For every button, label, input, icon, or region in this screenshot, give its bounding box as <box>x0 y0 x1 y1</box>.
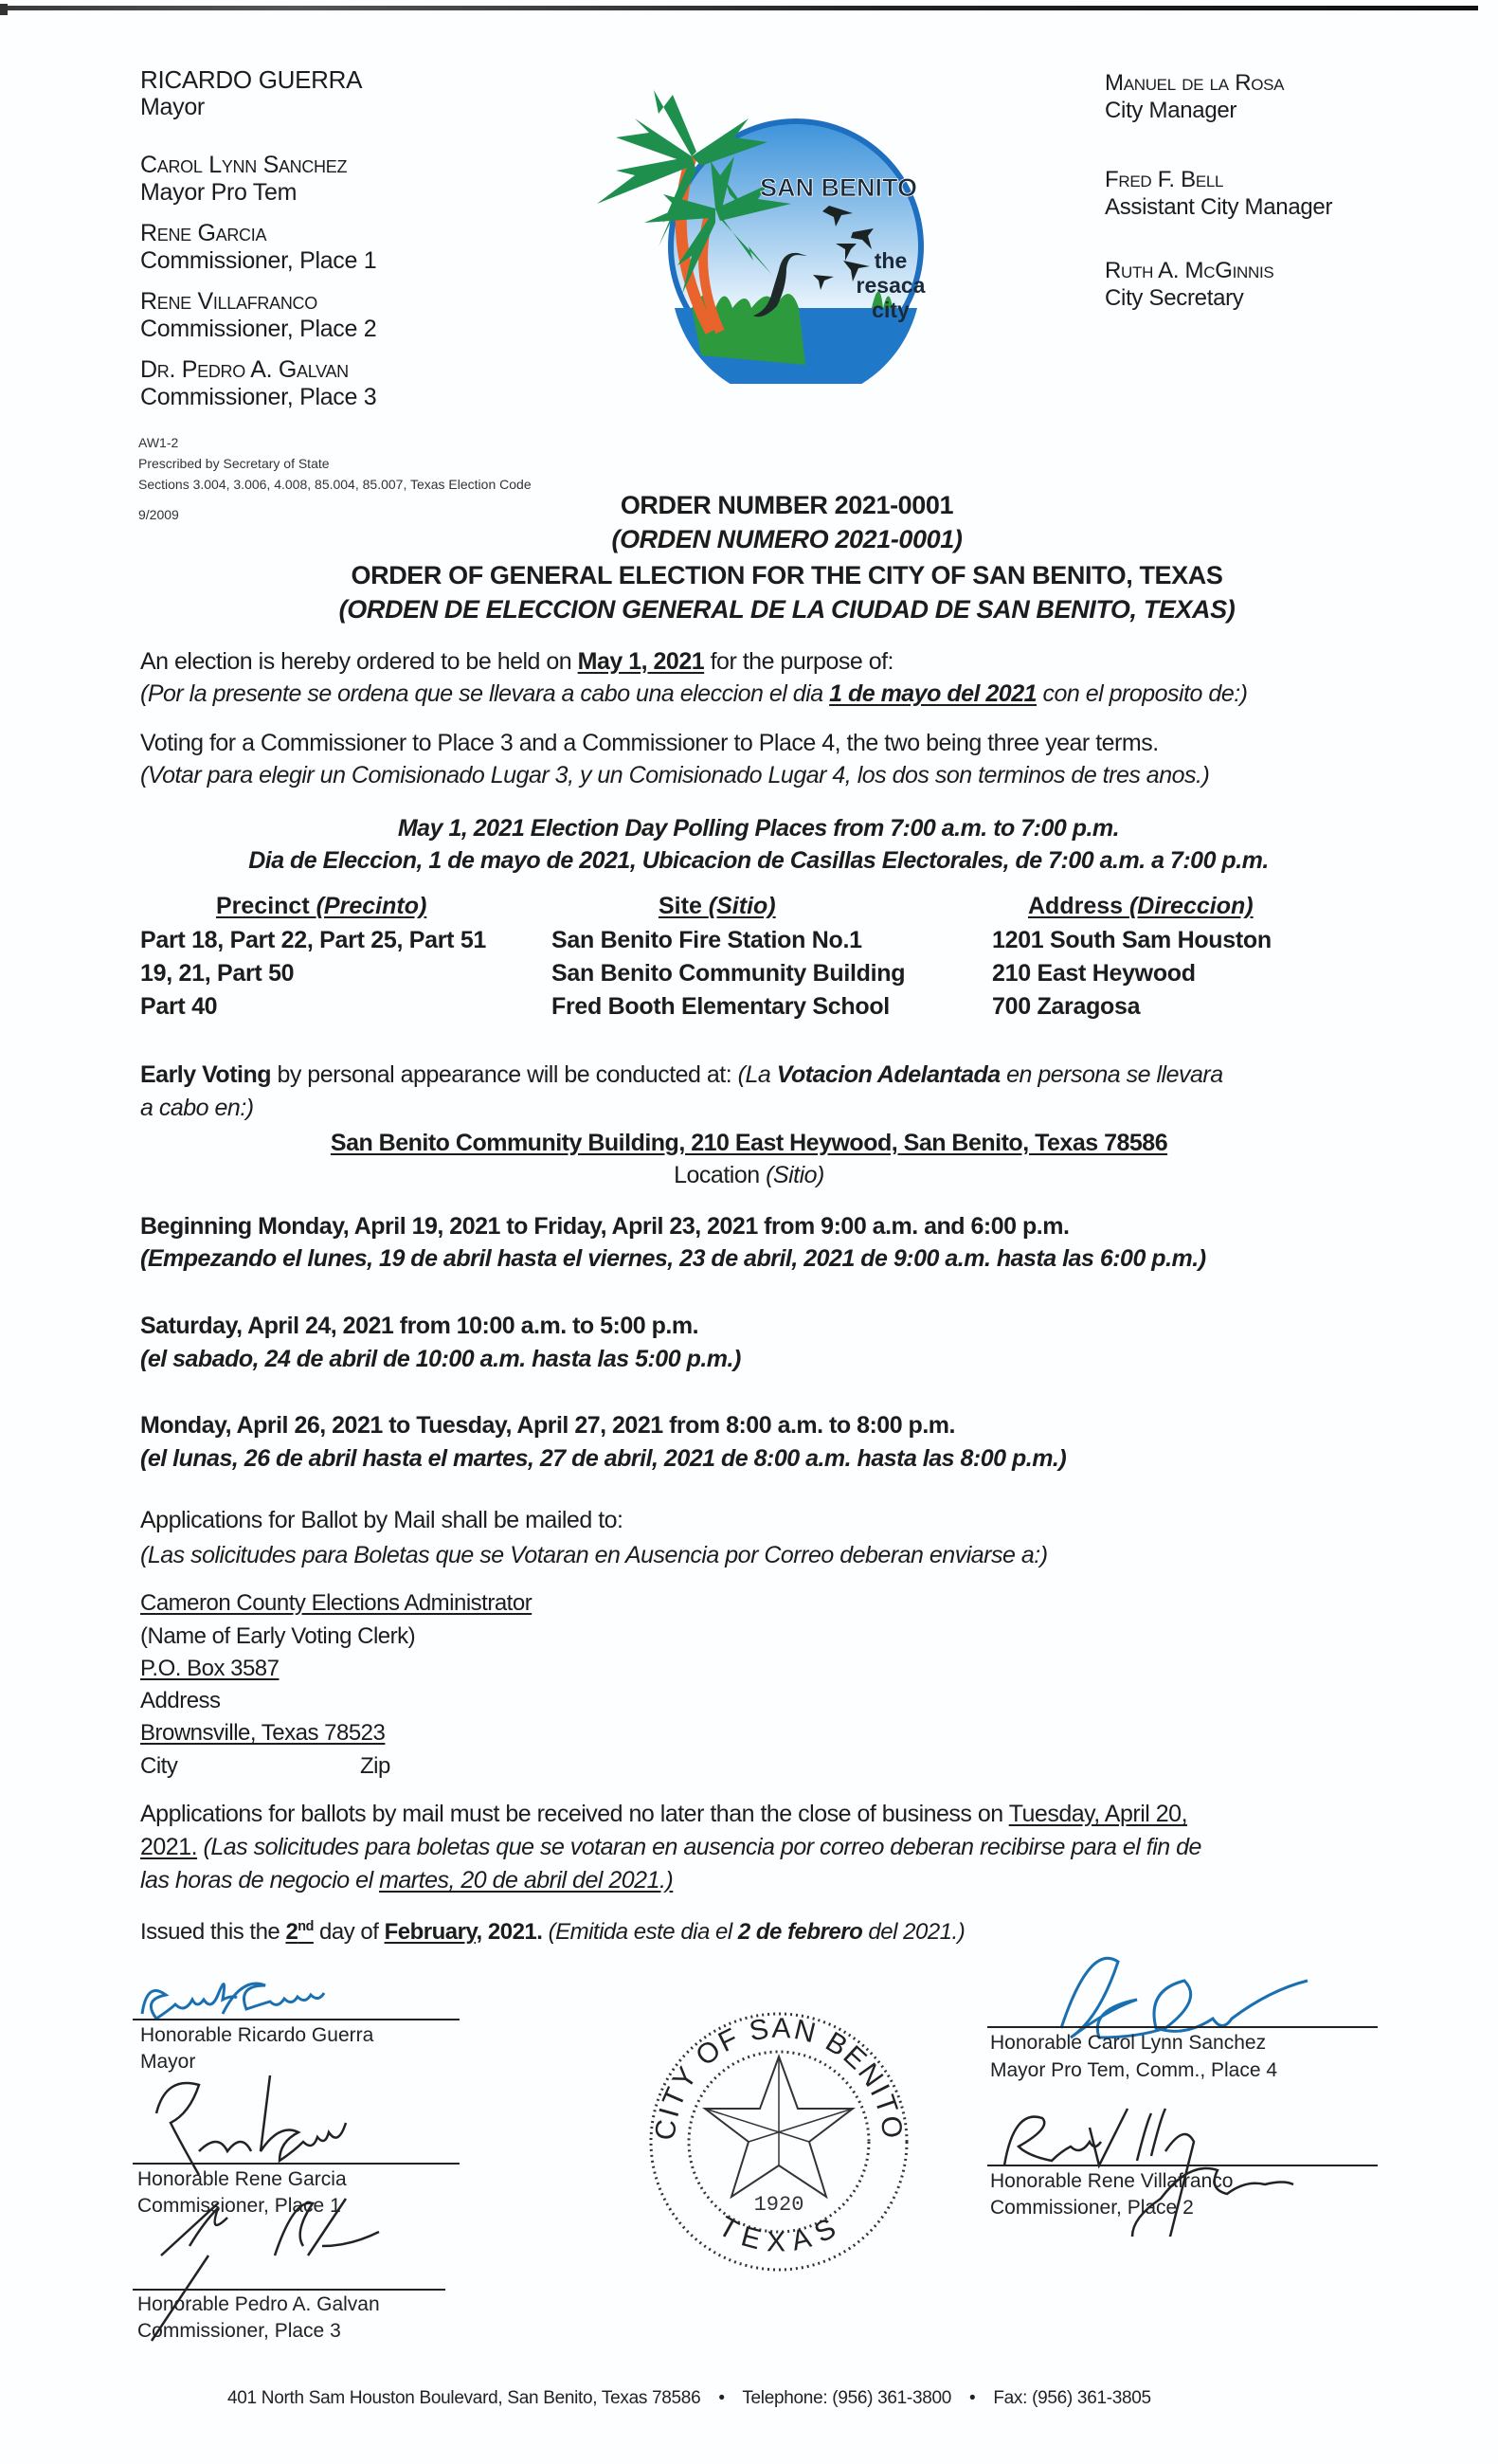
location-label <box>0 1162 1498 1189</box>
precinct-cell: 19, 21, Part 50 <box>140 960 295 987</box>
ballot-by-mail-intro: Applications for Ballot by Mail shall be mailed to: <box>140 1507 623 1533</box>
order-title-es: (ORDEN DE ELECCION GENERAL DE LA CIUDAD DE SAN BENITO, TEXAS) <box>338 595 1236 624</box>
official-name: Rene Garcia <box>140 220 267 246</box>
deadline-text: Applications for ballots by mail must be received no later than the close of business on <box>140 1801 1009 1827</box>
signer-name: Honorable Carol Lynn Sanchez <box>990 2032 1267 2054</box>
intro-text: An election is hereby ordered to be held on <box>140 648 578 675</box>
footer-address: 401 North Sam Houston Boulevard, San Benito, Texas 78586 <box>227 2388 701 2408</box>
header-label: Site <box>659 893 709 919</box>
official-name: Carol Lynn Sanchez <box>140 152 348 178</box>
header-label-es: (Precinto) <box>316 893 427 919</box>
seal-year: 1920 <box>753 2193 804 2217</box>
signature-line <box>987 2165 1378 2166</box>
issued-text-es: del 2021.) <box>862 1919 966 1945</box>
logo-title: SAN BENITO <box>759 173 918 202</box>
zip-label: Zip <box>360 1753 390 1779</box>
election-day-hours: May 1, 2021 Election Day Polling Places from 7:00 a.m. to 7:00 p.m. <box>397 815 1120 842</box>
logo-tagline-2: resaca <box>856 273 926 298</box>
official-title: City Manager <box>1105 98 1237 123</box>
signer-name: Honorable Rene Garcia <box>137 2168 347 2190</box>
signer-title: Commissioner, Place 1 <box>137 2195 341 2217</box>
form-prescribed: Prescribed by Secretary of State <box>138 456 330 471</box>
precinct-cell: Part 40 <box>140 993 218 1020</box>
logo-tagline-3: city <box>872 298 910 322</box>
column-header-site <box>659 893 776 920</box>
intro-line-es <box>140 680 1248 708</box>
early-voting-location: San Benito Community Building, 210 East Heywood, San Benito, Texas 78586 <box>330 1130 1168 1156</box>
signature-line <box>987 2026 1378 2028</box>
early-voting-intro <box>140 1061 1223 1089</box>
official-commissioner-1 <box>140 220 376 288</box>
early-voting-period-3-es: (el lunas, 26 de abril hasta el martes, 27 de abril, 2021 de 8:00 a.m. hasta las 8:00 p.m.) <box>140 1445 1067 1472</box>
issued-month: February, <box>384 1919 482 1945</box>
column-header-precinct <box>216 893 426 920</box>
election-day-hours-es: Dia de Eleccion, 1 de mayo de 2021, Ubicacion de Casillas Electorales, de 7:00 a.m. a 7:00 p.m. <box>248 847 1269 874</box>
table-row <box>0 993 1498 1025</box>
precinct-cell: Part 18, Part 22, Part 25, Part 51 <box>140 927 487 953</box>
clerk-address: P.O. Box 3587 <box>140 1656 280 1681</box>
intro-line <box>140 648 893 676</box>
intro-text-es: con el proposito de:) <box>1037 680 1248 707</box>
deadline-text-es: las horas de negocio el <box>140 1867 380 1893</box>
issued-line <box>140 1919 965 1946</box>
table-row <box>0 927 1498 959</box>
deadline-line-2 <box>140 1834 1201 1861</box>
issued-text: day of <box>313 1919 385 1945</box>
official-title: City Secretary <box>1105 285 1244 311</box>
deadline-date-es: martes, 20 de abril del 2021.) <box>379 1867 674 1893</box>
official-name: Rene Villafranco <box>140 288 317 315</box>
official-name: RICARDO GUERRA <box>140 65 363 94</box>
header-label: Precinct <box>216 893 316 919</box>
signer-title: Commissioner, Place 3 <box>137 2320 341 2342</box>
form-code: AW1-2 <box>138 435 179 450</box>
official-title: Mayor Pro Tem <box>140 179 298 206</box>
issued-year: 2021. <box>481 1919 543 1945</box>
early-voting-intro-es-cont: a cabo en:) <box>140 1095 254 1121</box>
early-voting-text: by personal appearance will be conducted at: <box>271 1061 738 1088</box>
top-border-line <box>0 6 1478 10</box>
form-sections: Sections 3.004, 3.006, 4.008, 85.004, 85.007, Texas Election Code <box>138 477 532 492</box>
table-row <box>0 960 1498 992</box>
signature-line <box>133 2163 460 2165</box>
city-seal-star-icon <box>637 2009 921 2284</box>
signature-line <box>133 2019 460 2020</box>
official-name: Fred F. Bell <box>1105 167 1224 192</box>
signer-title: Mayor <box>140 2051 196 2073</box>
issued-day <box>285 1919 313 1945</box>
early-voting-period-2: Saturday, April 24, 2021 from 10:00 a.m. to 5:00 p.m. <box>140 1313 699 1339</box>
purpose: Voting for a Commissioner to Place 3 and a Commissioner to Place 4, the two being three year terms. <box>140 730 1159 756</box>
footer <box>227 2388 1151 2409</box>
official-name: Ruth A. McGinnis <box>1105 258 1274 283</box>
seal-top-text: CITY OF SAN BENITO <box>649 2012 909 2143</box>
official-commissioner-3 <box>140 356 376 425</box>
early-voting-period-1: Beginning Monday, April 19, 2021 to Friday, April 23, 2021 from 9:00 a.m. and 6:00 p.m. <box>140 1213 1070 1240</box>
early-voting-period-2-es: (el sabado, 24 de abril de 10:00 a.m. hasta las 5:00 p.m.) <box>140 1346 741 1372</box>
address-cell: 700 Zaragosa <box>992 993 1141 1020</box>
clerk-label: (Name of Early Voting Clerk) <box>140 1623 416 1649</box>
issued-text: Issued this the <box>140 1919 286 1945</box>
official-title: Commissioner, Place 3 <box>140 384 377 410</box>
official-city-manager <box>1105 70 1332 167</box>
official-name: Manuel de la Rosa <box>1105 70 1285 96</box>
issued-text-es: (Emitida este dia el <box>542 1919 738 1945</box>
footer-fax: Fax: (956) 361-3805 <box>993 2388 1151 2408</box>
bullet-separator-icon: • <box>969 2388 976 2408</box>
address-cell: 1201 South Sam Houston <box>992 927 1272 953</box>
site-cell: San Benito Community Building <box>551 960 906 987</box>
order-number-es: (ORDEN NUMERO 2021-0001) <box>611 525 963 553</box>
seal-bottom-text: TEXAS <box>713 2210 845 2258</box>
election-date: May 1, 2021 <box>577 648 705 675</box>
address-cell: 210 East Heywood <box>992 960 1196 987</box>
palm-tree-logo-icon <box>559 81 938 384</box>
early-voting-period-3: Monday, April 26, 2021 to Tuesday, April 27, 2021 from 8:00 a.m. to 8:00 p.m. <box>140 1412 955 1439</box>
svg-text:TEXAS <box>713 2211 844 2258</box>
issued-day-number: 2 <box>285 1919 298 1945</box>
deadline-year: 2021. <box>140 1834 198 1860</box>
official-mayor <box>140 66 376 125</box>
location-label-es: (Sitio) <box>766 1162 824 1188</box>
site-cell: San Benito Fire Station No.1 <box>551 927 862 953</box>
election-date-es: 1 de mayo del 2021 <box>829 680 1038 707</box>
intro-text-es: (Por la presente se ordena que se llevara a cabo una eleccion el dia <box>140 680 830 707</box>
city-label: City <box>140 1753 178 1779</box>
official-title: Commissioner, Place 1 <box>140 247 377 274</box>
address-label: Address <box>140 1688 221 1713</box>
official-assistant-city-manager <box>1105 167 1332 258</box>
signer-title: Commissioner, Place 2 <box>990 2197 1194 2219</box>
right-officials <box>1105 70 1332 313</box>
form-date: 9/2009 <box>138 507 179 522</box>
deadline-date: Tuesday, April 20, <box>1008 1801 1188 1827</box>
official-city-secretary <box>1105 258 1332 313</box>
city-logo <box>559 81 938 384</box>
signature-block-right <box>985 1924 1459 2237</box>
header-label: Address <box>1028 893 1129 919</box>
ballot-by-mail-intro-es: (Las solicitudes para Boletas que se Votaran en Ausencia por Correo deberan enviarse a:) <box>140 1542 1048 1568</box>
signer-name: Honorable Ricardo Guerra <box>140 2024 374 2046</box>
official-title: Commissioner, Place 2 <box>140 316 377 342</box>
order-title: ORDER OF GENERAL ELECTION FOR THE CITY OF SAN BENITO, TEXAS <box>351 561 1223 589</box>
early-voting-label: Early Voting <box>140 1061 272 1088</box>
deadline-text-es: (Las solicitudes para boletas que se votaran en ausencia por correo deberan recibirse para el fin de <box>197 1834 1201 1860</box>
signer-name: Honorable Rene Villafranco <box>990 2170 1234 2192</box>
official-name: Dr. Pedro A. Galvan <box>140 356 349 383</box>
top-border-corner <box>0 4 8 15</box>
left-officials <box>140 66 376 425</box>
early-voting-text-es: en persona se llevara <box>1000 1061 1223 1088</box>
signature-block-left <box>133 1962 474 2360</box>
issued-day-suffix: nd <box>298 1919 314 1934</box>
site-cell: Fred Booth Elementary School <box>551 993 890 1020</box>
footer-phone: Telephone: (956) 361-3800 <box>742 2388 952 2408</box>
official-title: Assistant City Manager <box>1105 194 1333 220</box>
clerk-name: Cameron County Elections Administrator <box>140 1590 532 1616</box>
header-label-es: (Sitio) <box>708 893 776 919</box>
location-label-text: Location <box>674 1162 767 1188</box>
official-mayor-pro-tem <box>140 152 376 220</box>
early-voting-text-es: (La <box>737 1061 777 1088</box>
signer-title: Mayor Pro Tem, Comm., Place 4 <box>990 2059 1278 2081</box>
city-seal <box>637 2009 921 2284</box>
logo-tagline-1: the <box>874 248 908 273</box>
column-header-address <box>1028 893 1254 920</box>
early-voting-label-es: Votacion Adelantada <box>776 1061 1001 1088</box>
header-label-es: (Direccion) <box>1128 893 1254 919</box>
deadline-line-1 <box>140 1801 1187 1828</box>
signature-line <box>133 2289 445 2291</box>
bullet-separator-icon: • <box>718 2388 725 2408</box>
purpose-es: (Votar para elegir un Comisionado Lugar 3, y un Comisionado Lugar 4, los dos son terminos de tres anos.) <box>140 762 1210 788</box>
signer-name: Honorable Pedro A. Galvan <box>137 2293 380 2315</box>
order-number: ORDER NUMBER 2021-0001 <box>620 491 954 519</box>
deadline-line-3 <box>140 1867 673 1894</box>
official-commissioner-2 <box>140 288 376 356</box>
intro-text: for the purpose of: <box>704 648 894 675</box>
clerk-city-zip: Brownsville, Texas 78523 <box>140 1720 386 1746</box>
early-voting-period-1-es: (Empezando el lunes, 19 de abril hasta el viernes, 23 de abril, 2021 de 9:00 a.m. hasta las 6:00 p.m.) <box>140 1245 1206 1272</box>
issued-date-es: 2 de febrero <box>737 1919 863 1945</box>
official-title: Mayor <box>140 94 205 120</box>
